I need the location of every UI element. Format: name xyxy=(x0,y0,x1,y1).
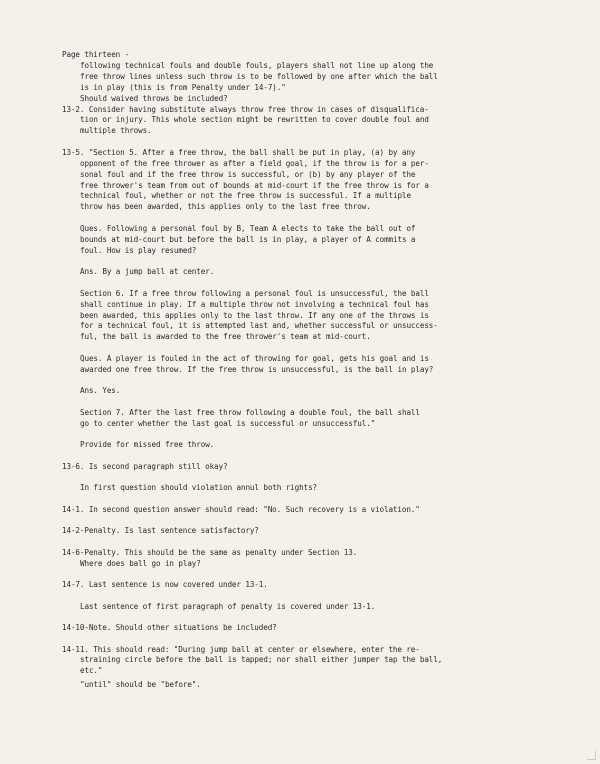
text-line: straining circle before the ball is tapped; nor shall either jumper tap the ball, xyxy=(80,655,443,665)
text-line: 13-5. "Section 5. After a free throw, the ball shall be put in play, (a) by any xyxy=(62,147,416,157)
text-line: for a technical foul, it is attempted last and, whether successful or unsuccess- xyxy=(80,321,438,331)
text-line: Last sentence of first paragraph of penalty is covered under 13-1. xyxy=(80,601,376,611)
text-line: throw has been awarded, this applies only to the last free throw. xyxy=(80,202,371,212)
page-corner-mark xyxy=(587,751,596,760)
text-line: Section 7. After the last free throw following a double foul, the ball shall xyxy=(80,407,420,417)
spacer xyxy=(62,376,532,387)
spacer xyxy=(62,343,532,354)
spacer xyxy=(62,278,532,289)
text-line: sonal foul and if the free throw is successful, or (b) by any player of the xyxy=(80,169,416,179)
spacer xyxy=(62,397,532,408)
text-line: shall continue in play. If a multiple throw not involving a technical foul has xyxy=(80,299,429,309)
text-line: 13-2. Consider having substitute always throw free throw in cases of disqualifica- xyxy=(62,104,429,114)
text-line: go to center whether the last goal is successful or unsuccessful." xyxy=(80,418,376,428)
text-line: "until" should be "before". xyxy=(80,680,201,690)
spacer xyxy=(62,537,532,548)
text-line: Ques. Following a personal foul by B, Team A elects to take the ball out of xyxy=(80,223,416,233)
text-line: In first question should violation annul both rights? xyxy=(80,483,318,493)
spacer xyxy=(62,516,532,527)
text-line: free throw lines unless such throw is to be followed by one after which the ball xyxy=(80,71,438,81)
spacer xyxy=(62,494,532,505)
text-line: etc." xyxy=(80,666,103,676)
spacer xyxy=(62,634,532,645)
spacer xyxy=(62,137,532,148)
text-line: opponent of the free thrower as after a field goal, if the throw is for a per- xyxy=(80,158,429,168)
spacer xyxy=(62,451,532,462)
text-line: bounds at mid-court but before the ball is in play, a player of A commits a xyxy=(80,234,416,244)
text-line: Section 6. If a free throw following a personal foul is unsuccessful, the ball xyxy=(80,288,429,298)
document-body xyxy=(62,50,532,691)
text-line: technical foul, whether or not the free throw is successful. If a multiple xyxy=(80,191,411,201)
spacer xyxy=(62,213,532,224)
text-line: 14-6-Penalty. This should be the same as penalty under Section 13. xyxy=(62,547,358,557)
text-line: 14-11. This should read: "During jump ball at center or elsewhere, enter the re- xyxy=(62,644,420,654)
text-line: Provide for missed free throw. xyxy=(80,440,215,450)
text-line: following technical fouls and double fouls, players shall not line up along the xyxy=(80,60,434,70)
text-line: Should waived throws be included? xyxy=(80,93,228,103)
page-heading: Page thirteen - xyxy=(62,50,130,59)
spacer xyxy=(62,569,532,580)
text-line: is in play (this is from Penalty under 14-7)." xyxy=(80,82,286,92)
spacer xyxy=(62,430,532,441)
text-line: Ques. A player is fouled in the act of throwing for goal, gets his goal and is xyxy=(80,353,429,363)
text-line: free thrower's team from out of bounds at mid-court if the free throw is for a xyxy=(80,180,429,190)
text-line: 13-6. Is second paragraph still okay? xyxy=(62,461,228,471)
text-line: awarded one free throw. If the free throw is unsuccessful, is the ball in play? xyxy=(80,364,434,374)
text-line: ful, the ball is awarded to the free thrower's team at mid-court. xyxy=(80,332,371,342)
text-line: 14-1. In second question answer should read: "No. Such recovery is a violation." xyxy=(62,504,420,514)
text-line: Where does ball go in play? xyxy=(80,558,201,568)
spacer xyxy=(62,612,532,623)
spacer xyxy=(62,257,532,268)
text-line: Ans. Yes. xyxy=(80,386,121,396)
text-line: tion or injury. This whole section might be rewritten to cover double foul and xyxy=(80,115,429,125)
text-line: 14-2-Penalty. Is last sentence satisfactory? xyxy=(62,526,259,536)
text-line: 14-7. Last sentence is now covered under 13-1. xyxy=(62,580,268,590)
text-line: been awarded, this applies only to the last throw. If any one of the throws is xyxy=(80,310,429,320)
text-line: 14-10-Note. Should other situations be included? xyxy=(62,623,277,633)
spacer xyxy=(62,473,532,484)
text-line: foul. How is play resumed? xyxy=(80,245,197,255)
text-line: multiple throws. xyxy=(80,126,152,136)
text-line: Ans. By a jump ball at center. xyxy=(80,267,215,277)
spacer xyxy=(62,591,532,602)
